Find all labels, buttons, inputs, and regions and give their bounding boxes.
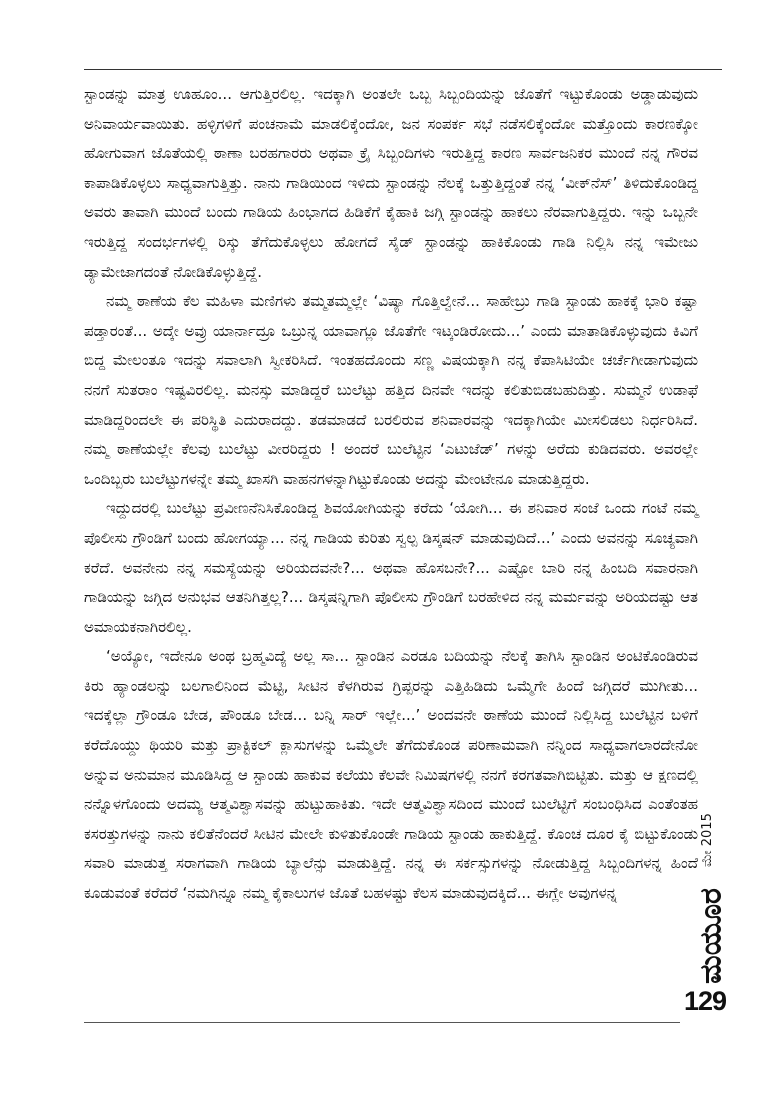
issue-date: ಮೇ 2015	[700, 813, 715, 867]
magazine-logo-text: ಮಯೂರ	[693, 888, 729, 984]
bottom-rule	[84, 1022, 680, 1023]
paragraph-2: ನಮ್ಮ ಠಾಣೆಯ ಕೆಲ ಮಹಿಳಾ ಮಣಿಗಳು ತಮ್ಮತಮ್ಮಲ್ಲೇ ‘ವಿಷ್ಯಾ ಗೊತ್ತಿಲ್ವೇನೆ... ಸಾಹೇಬ್ರು ಗಾಡಿ ಸ್ಟಾಂಡು ಹಾಕಕ್ಕೆ ಭಾರಿ ಕಷ್ಟಾ ಪಡ್ತಾರಂತೆ... ಅದ್ಕೇ ಅವ್ರು ಯಾರ್ನಾದ್ರೂ ಒಬ್ರುನ್ನ ಯಾವಾಗ್ಲೂ ಜೊತೆಗೇ ಇಟ್ಕಂಡಿರೋದು...’ ಎಂದು ಮಾತಾಡಿಕೊಳ್ಳುವುದು ಕಿವಿಗೆ ಬಿದ್ದ ಮೇಲಂತೂ ಇದನ್ನು ಸವಾಲಾಗಿ ಸ್ವೀಕರಿಸಿದೆ. ಇಂತಹದೊಂದು ಸಣ್ಣ ವಿಷಯಕ್ಕಾಗಿ ನನ್ನ ಕೆಪಾಸಿಟಿಯೇ ಚರ್ಚೆಗೀಡಾಗುವುದು ನನಗೆ ಸುತರಾಂ ಇಷ್ಟವಿರಲಿಲ್ಲ. ಮನಸ್ಸು ಮಾಡಿದ್ದರೆ ಬುಲೆಟ್ಟು ಹತ್ತಿದ ದಿನವೇ ಇದನ್ನು ಕಲಿತುಬಿಡಬಹುದಿತ್ತು. ಸುಮ್ಮನೆ ಉಡಾಫೆ ಮಾಡಿದ್ದರಿಂದಲೇ ಈ ಪರಿಸ್ಥಿತಿ ಎದುರಾದದ್ದು. ತಡಮಾಡದೆ ಬರಲಿರುವ ಶನಿವಾರವನ್ನು ಇದಕ್ಕಾಗಿಯೇ ಮೀಸಲಿಡಲು ನಿರ್ಧರಿಸಿದೆ. ನಮ್ಮ ಠಾಣೆಯಲ್ಲೇ ಕೆಲವು ಬುಲೆಟ್ಟು ವೀರರಿದ್ದರು ! ಅಂದರೆ ಬುಲೆಟ್ಟಿನ ‘ಎಟುಜೆಡ್’ ಗಳನ್ನು ಅರೆದು ಕುಡಿದವರು. ಅವರಲ್ಲೇ ಒಂದಿಬ್ಬರು ಬುಲೆಟ್ಟುಗಳನ್ನೇ ತಮ್ಮ ಖಾಸಗಿ ವಾಹನಗಳನ್ನಾಗಿಟ್ಟುಕೊಂಡು ಅದನ್ನು ಮೇಂಟೇನೂ ಮಾಡುತ್ತಿದ್ದರು.	[84, 292, 698, 488]
paragraph-3: ಇದ್ದುದರಲ್ಲಿ ಬುಲೆಟ್ಟು ಪ್ರವೀಣನೆನಿಸಿಕೊಂಡಿದ್ದ ಶಿವಯೋಗಿಯನ್ನು ಕರೆದು ‘ಯೋಗಿ... ಈ ಶನಿವಾರ ಸಂಜೆ ಒಂದು ಗಂಟೆ ನಮ್ಮ ಪೊಲೀಸು ಗ್ರೌಂಡಿಗೆ ಬಂದು ಹೋಗಯ್ಯಾ... ನನ್ನ ಗಾಡಿಯ ಕುರಿತು ಸ್ವಲ್ಪ ಡಿಸ್ಕಷನ್ ಮಾಡುವುದಿದೆ...’ ಎಂದು ಅವನನ್ನು ಸೂಚ್ಯವಾಗಿ ಕರೆದೆ. ಅವನೇನು ನನ್ನ ಸಮಸ್ಯೆಯನ್ನು ಅರಿಯದವನೇ?... ಅಥವಾ ಹೊಸಬನೇ?... ಎಷ್ಟೋ ಬಾರಿ ನನ್ನ ಹಿಂಬದಿ ಸವಾರನಾಗಿ ಗಾಡಿಯನ್ನು ಜಗ್ಗಿದ ಅನುಭವ ಆತನಿಗಿತ್ತಲ್ಲ?... ಡಿಸ್ಕಷನ್ನಿಗಾಗಿ ಪೊಲೀಸು ಗ್ರೌಂಡಿಗೆ ಬರಹೇಳಿದ ನನ್ನ ಮರ್ಮವನ್ನು ಅರಿಯದಷ್ಟು ಆತ ಅಮಾಯಕನಾಗಿರಲಿಲ್ಲ.	[84, 499, 698, 636]
paragraph-4: ‘ಅಯ್ಯೋ, ಇದೇನೂ ಅಂಥ ಬ್ರಹ್ಮವಿದ್ಯೆ ಅಲ್ಲ ಸಾ... ಸ್ಟಾಂಡಿನ ಎರಡೂ ಬದಿಯನ್ನು ನೆಲಕ್ಕೆ ತಾಗಿಸಿ ಸ್ಟಾಂಡಿನ ಅಂಟಿಕೊಂಡಿರುವ ಕಿರು ಹ್ಯಾಂಡಲನ್ನು ಬಲಗಾಲಿನಿಂದ ಮೆಟ್ಟಿ, ಸೀಟಿನ ಕೆಳಗಿರುವ ಗ್ರಿಪ್ಪರನ್ನು ಎತ್ತಿಹಿಡಿದು ಒಮ್ಮೆಗೇ ಹಿಂದೆ ಜಗ್ಗಿದರೆ ಮುಗೀತು... ಇದಕ್ಕೆಲ್ಲಾ ಗ್ರೌಂಡೂ ಬೇಡ, ಪೌಂಡೂ ಬೇಡ... ಬನ್ನಿ ಸಾರ್ ಇಲ್ಲೇ...’ ಅಂದವನೇ ಠಾಣೆಯ ಮುಂದೆ ನಿಲ್ಲಿಸಿದ್ದ ಬುಲೆಟ್ಟಿನ ಬಳಿಗೆ ಕರೆದೊಯ್ದು ಥಿಯರಿ ಮತ್ತು ಪ್ರಾಕ್ಟಿಕಲ್ ಕ್ಲಾಸುಗಳನ್ನು ಒಮ್ಮೆಲೇ ತೆಗೆದುಕೊಂಡ ಪರಿಣಾಮವಾಗಿ ನನ್ನಿಂದ ಸಾಧ್ಯವಾಗಲಾರದೇನೋ ಅನ್ನುವ ಅನುಮಾನ ಮೂಡಿಸಿದ್ದ ಆ ಸ್ಟಾಂಡು ಹಾಕುವ ಕಲೆಯು ಕೆಲವೇ ನಿಮಿಷಗಳಲ್ಲಿ ನನಗೆ ಕರಗತವಾಗಿಬಿಟ್ಟಿತು. ಮತ್ತು ಆ ಕ್ಷಣದಲ್ಲಿ ನನ್ನೊಳಗೊಂದು ಅದಮ್ಯ ಆತ್ಮವಿಶ್ವಾಸವನ್ನು ಹುಟ್ಟುಹಾಕಿತು. ಇದೇ ಆತ್ಮವಿಶ್ವಾಸದಿಂದ ಮುಂದೆ ಬುಲೆಟ್ಟಿಗೆ ಸಂಬಂಧಿಸಿದ ಎಂತೆಂತಹ ಕಸರತ್ತುಗಳನ್ನು ನಾನು ಕಲಿತೆನೆಂದರೆ ಸೀಟಿನ ಮೇಲೇ ಕುಳಿತುಕೊಂಡೇ ಗಾಡಿಯ ಸ್ಟಾಂಡು ಹಾಕುತ್ತಿದ್ದೆ. ಕೊಂಚ ದೂರ ಕೈ ಬಿಟ್ಟುಕೊಂಡು ಸವಾರಿ ಮಾಡುತ್ತ ಸರಾಗವಾಗಿ ಗಾಡಿಯ ಬ್ಯಾಲೆನ್ಸು ಮಾಡುತ್ತಿದ್ದೆ. ನನ್ನ ಈ ಸರ್ಕಸ್ಸುಗಳನ್ನು ನೋಡುತ್ತಿದ್ದ ಸಿಬ್ಬಂದಿಗಳನ್ನ ಹಿಂದೆ ಕೂಡುವಂತೆ ಕರೆದರೆ ‘ನಮಗಿನ್ನೂ ನಮ್ಮ ಕೈಕಾಲುಗಳ ಜೊತೆ ಬಹಳಷ್ಟು ಕೆಲಸ ಮಾಡುವುದಕ್ಕಿದೆ... ಈಗ್ಲೇ ಅವುಗಳನ್ನ	[84, 647, 698, 903]
page-number: 129	[684, 986, 727, 1016]
article-body	[84, 80, 698, 909]
top-rule	[84, 69, 722, 70]
magazine-logo	[692, 876, 732, 996]
paragraph-1: ಸ್ಟಾಂಡನ್ನು ಮಾತ್ರ ಊಹೂಂ... ಆಗುತ್ತಿರಲಿಲ್ಲ. ಇದಕ್ಕಾಗಿ ಅಂತಲೇ ಒಬ್ಬ ಸಿಬ್ಬಂದಿಯನ್ನು ಜೊತೆಗೆ ಇಟ್ಟುಕೊಂಡು ಅಡ್ಡಾಡುವುದು ಅನಿವಾರ್ಯವಾಯಿತು. ಹಳ್ಳಿಗಳಿಗೆ ಪಂಚನಾಮೆ ಮಾಡಲಿಕ್ಕೆಂದೋ, ಜನ ಸಂಪರ್ಕ ಸಭೆ ನಡೆಸಲಿಕ್ಕೆಂದೋ ಮತ್ತೊಂದು ಕಾರಣಕ್ಕೋ ಹೋಗುವಾಗ ಜೊತೆಯಲ್ಲಿ ಠಾಣಾ ಬರಹಗಾರರು ಅಥವಾ ಕ್ರೈ ಸಿಬ್ಬಂದಿಗಳು ಇರುತ್ತಿದ್ದ ಕಾರಣ ಸಾರ್ವಜನಿಕರ ಮುಂದೆ ನನ್ನ ಗೌರವ ಕಾಪಾಡಿಕೊಳ್ಳಲು ಸಾಧ್ಯವಾಗುತ್ತಿತ್ತು. ನಾನು ಗಾಡಿಯಿಂದ ಇಳಿದು ಸ್ಟಾಂಡನ್ನು ನೆಲಕ್ಕೆ ಒತ್ತುತ್ತಿದ್ದಂತೆ ನನ್ನ ‘ವೀಕ್‌ನೆಸ್’ ತಿಳಿದುಕೊಂಡಿದ್ದ ಅವರು ತಾವಾಗಿ ಮುಂದೆ ಬಂದು ಗಾಡಿಯ ಹಿಂಭಾಗದ ಹಿಡಿಕೆಗೆ ಕೈಹಾಕಿ ಜಗ್ಗಿ ಸ್ಟಾಂಡನ್ನು ಹಾಕಲು ನೆರವಾಗುತ್ತಿದ್ದರು. ಇನ್ನು ಒಬ್ಬನೇ ಇರುತ್ತಿದ್ದ ಸಂದರ್ಭಗಳಲ್ಲಿ ರಿಸ್ಕು ತೆಗೆದುಕೊಳ್ಳಲು ಹೋಗದೆ ಸೈಡ್ ಸ್ಟಾಂಡನ್ನು ಹಾಕಿಕೊಂಡು ಗಾಡಿ ನಿಲ್ಲಿಸಿ ನನ್ನ ಇಮೇಜು ಡ್ಯಾಮೇಜಾಗದಂತೆ ನೋಡಿಕೊಳ್ಳುತ್ತಿದ್ದೆ.	[84, 85, 698, 281]
